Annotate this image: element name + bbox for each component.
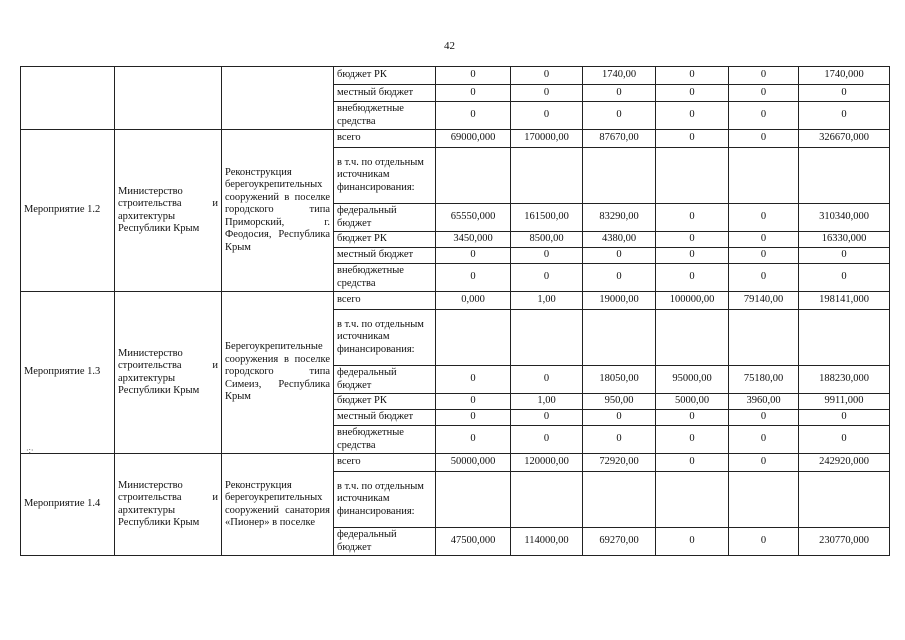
year-value-cell: 4380,00 <box>583 232 656 248</box>
executor-cell: Министерство строительства и архитектуры Республики Крым <box>115 292 222 454</box>
year-value-cell: 0 <box>511 102 583 130</box>
executor-cell: Министерство строительства и архитектуры Республики Крым <box>115 130 222 292</box>
year-value-cell: 79140,00 <box>729 292 799 310</box>
year-value-cell: 114000,00 <box>511 528 583 556</box>
total-cell: 0 <box>799 85 890 102</box>
year-value-cell: 65550,000 <box>436 204 511 232</box>
year-value-cell: 0 <box>656 248 729 264</box>
funding-source-cell: бюджет РК <box>334 394 436 410</box>
executor-cell <box>115 67 222 130</box>
total-cell: 9911,000 <box>799 394 890 410</box>
year-value-cell <box>436 472 511 528</box>
total-cell: 198141,000 <box>799 292 890 310</box>
year-value-cell <box>511 148 583 204</box>
funding-source-cell: федеральный бюджет <box>334 204 436 232</box>
year-value-cell <box>511 310 583 366</box>
funding-source-cell: бюджет РК <box>334 232 436 248</box>
year-value-cell <box>729 472 799 528</box>
total-cell: 1740,000 <box>799 67 890 85</box>
year-value-cell: 0 <box>511 85 583 102</box>
measure-cell: Мероприятие 1.2 <box>21 130 115 292</box>
year-value-cell <box>436 310 511 366</box>
year-value-cell: 0 <box>436 67 511 85</box>
year-value-cell: 0 <box>511 426 583 454</box>
year-value-cell: 0 <box>583 85 656 102</box>
year-value-cell <box>729 310 799 366</box>
year-value-cell: 75180,00 <box>729 366 799 394</box>
year-value-cell: 3960,00 <box>729 394 799 410</box>
total-cell: 0 <box>799 426 890 454</box>
year-value-cell: 0 <box>436 85 511 102</box>
funding-source-cell: внебюджетные средства <box>334 102 436 130</box>
year-value-cell: 0 <box>729 410 799 426</box>
funding-source-cell: бюджет РК <box>334 67 436 85</box>
year-value-cell: 0 <box>436 248 511 264</box>
year-value-cell: 0 <box>656 67 729 85</box>
year-value-cell: 19000,00 <box>583 292 656 310</box>
year-value-cell: 0 <box>656 204 729 232</box>
year-value-cell: 0 <box>729 102 799 130</box>
year-value-cell: 72920,00 <box>583 454 656 472</box>
year-value-cell: 0 <box>656 102 729 130</box>
year-value-cell: 0 <box>436 426 511 454</box>
year-value-cell: 0 <box>511 248 583 264</box>
year-value-cell: 50000,000 <box>436 454 511 472</box>
year-value-cell: 0 <box>511 410 583 426</box>
total-cell: 242920,000 <box>799 454 890 472</box>
year-value-cell <box>583 310 656 366</box>
year-value-cell: 0 <box>729 248 799 264</box>
table-row <box>21 67 890 85</box>
year-value-cell <box>583 472 656 528</box>
year-value-cell: 0 <box>583 248 656 264</box>
funding-source-cell: внебюджетные средства <box>334 264 436 292</box>
object-cell: Берегоукрепительные сооружения в поселке городского типа Симеиз, Республика Крым <box>222 292 334 454</box>
year-value-cell: 3450,000 <box>436 232 511 248</box>
funding-source-cell: в т.ч. по отдельным источникам финансирования: <box>334 472 436 528</box>
year-value-cell <box>436 148 511 204</box>
year-value-cell: 0,000 <box>436 292 511 310</box>
year-value-cell: 69000,000 <box>436 130 511 148</box>
table-row <box>21 130 890 148</box>
funding-source-cell: всего <box>334 454 436 472</box>
year-value-cell: 0 <box>511 366 583 394</box>
total-cell: 0 <box>799 410 890 426</box>
year-value-cell: 8500,00 <box>511 232 583 248</box>
year-value-cell: 0 <box>583 264 656 292</box>
year-value-cell <box>729 148 799 204</box>
table-row <box>21 454 890 472</box>
year-value-cell: 0 <box>656 264 729 292</box>
year-value-cell: 0 <box>656 528 729 556</box>
year-value-cell: 0 <box>511 264 583 292</box>
total-cell: 326670,000 <box>799 130 890 148</box>
total-cell: 310340,000 <box>799 204 890 232</box>
year-value-cell: 0 <box>729 85 799 102</box>
year-value-cell: 0 <box>583 426 656 454</box>
year-value-cell: 0 <box>436 394 511 410</box>
year-value-cell: 1,00 <box>511 292 583 310</box>
year-value-cell: 100000,00 <box>656 292 729 310</box>
year-value-cell: 1,00 <box>511 394 583 410</box>
funding-source-cell: в т.ч. по отдельным источникам финансирования: <box>334 310 436 366</box>
year-value-cell: 0 <box>436 366 511 394</box>
total-cell <box>799 310 890 366</box>
year-value-cell: 120000,00 <box>511 454 583 472</box>
funding-source-cell: федеральный бюджет <box>334 528 436 556</box>
year-value-cell: 0 <box>511 67 583 85</box>
year-value-cell: 18050,00 <box>583 366 656 394</box>
financing-table <box>20 66 890 556</box>
funding-source-cell: местный бюджет <box>334 248 436 264</box>
year-value-cell: 0 <box>729 204 799 232</box>
year-value-cell: 0 <box>656 130 729 148</box>
year-value-cell: 47500,000 <box>436 528 511 556</box>
year-value-cell: 0 <box>729 528 799 556</box>
measure-cell <box>21 67 115 130</box>
year-value-cell: 0 <box>729 232 799 248</box>
total-cell <box>799 472 890 528</box>
year-value-cell: 5000,00 <box>656 394 729 410</box>
scan-speck: ·;· <box>26 446 34 455</box>
funding-source-cell: внебюджетные средства <box>334 426 436 454</box>
year-value-cell: 0 <box>656 454 729 472</box>
funding-source-cell: местный бюджет <box>334 410 436 426</box>
object-cell: Реконструкция берегоукрепительных сооружений санатория «Пионер» в поселке <box>222 454 334 556</box>
total-cell: 0 <box>799 264 890 292</box>
year-value-cell: 0 <box>436 410 511 426</box>
year-value-cell: 0 <box>656 232 729 248</box>
funding-source-cell: в т.ч. по отдельным источникам финансирования: <box>334 148 436 204</box>
year-value-cell: 0 <box>583 102 656 130</box>
total-cell: 0 <box>799 102 890 130</box>
total-cell: 188230,000 <box>799 366 890 394</box>
total-cell: 16330,000 <box>799 232 890 248</box>
year-value-cell: 0 <box>729 67 799 85</box>
year-value-cell: 69270,00 <box>583 528 656 556</box>
year-value-cell: 161500,00 <box>511 204 583 232</box>
year-value-cell: 87670,00 <box>583 130 656 148</box>
year-value-cell: 0 <box>729 426 799 454</box>
year-value-cell: 1740,00 <box>583 67 656 85</box>
year-value-cell <box>583 148 656 204</box>
year-value-cell: 0 <box>729 130 799 148</box>
year-value-cell: 0 <box>656 85 729 102</box>
funding-source-cell: местный бюджет <box>334 85 436 102</box>
total-cell: 0 <box>799 248 890 264</box>
year-value-cell <box>656 310 729 366</box>
year-value-cell: 170000,00 <box>511 130 583 148</box>
year-value-cell: 95000,00 <box>656 366 729 394</box>
year-value-cell <box>656 148 729 204</box>
object-cell <box>222 67 334 130</box>
year-value-cell: 0 <box>656 410 729 426</box>
year-value-cell: 0 <box>656 426 729 454</box>
year-value-cell <box>656 472 729 528</box>
table-row <box>21 292 890 310</box>
object-cell: Реконструкция берегоукрепительных сооружений в поселке городского типа Приморский, г. Феодосия, Республика Крым <box>222 130 334 292</box>
page-number: 42 <box>444 40 455 52</box>
year-value-cell: 0 <box>729 454 799 472</box>
year-value-cell: 950,00 <box>583 394 656 410</box>
total-cell: 230770,000 <box>799 528 890 556</box>
funding-source-cell: всего <box>334 292 436 310</box>
year-value-cell: 83290,00 <box>583 204 656 232</box>
year-value-cell: 0 <box>729 264 799 292</box>
total-cell <box>799 148 890 204</box>
year-value-cell: 0 <box>583 410 656 426</box>
year-value-cell: 0 <box>436 102 511 130</box>
funding-source-cell: всего <box>334 130 436 148</box>
funding-source-cell: федеральный бюджет <box>334 366 436 394</box>
year-value-cell: 0 <box>436 264 511 292</box>
measure-cell: Мероприятие 1.4 <box>21 454 115 556</box>
executor-cell: Министерство строительства и архитектуры Республики Крым <box>115 454 222 556</box>
year-value-cell <box>511 472 583 528</box>
measure-cell: Мероприятие 1.3 <box>21 292 115 454</box>
